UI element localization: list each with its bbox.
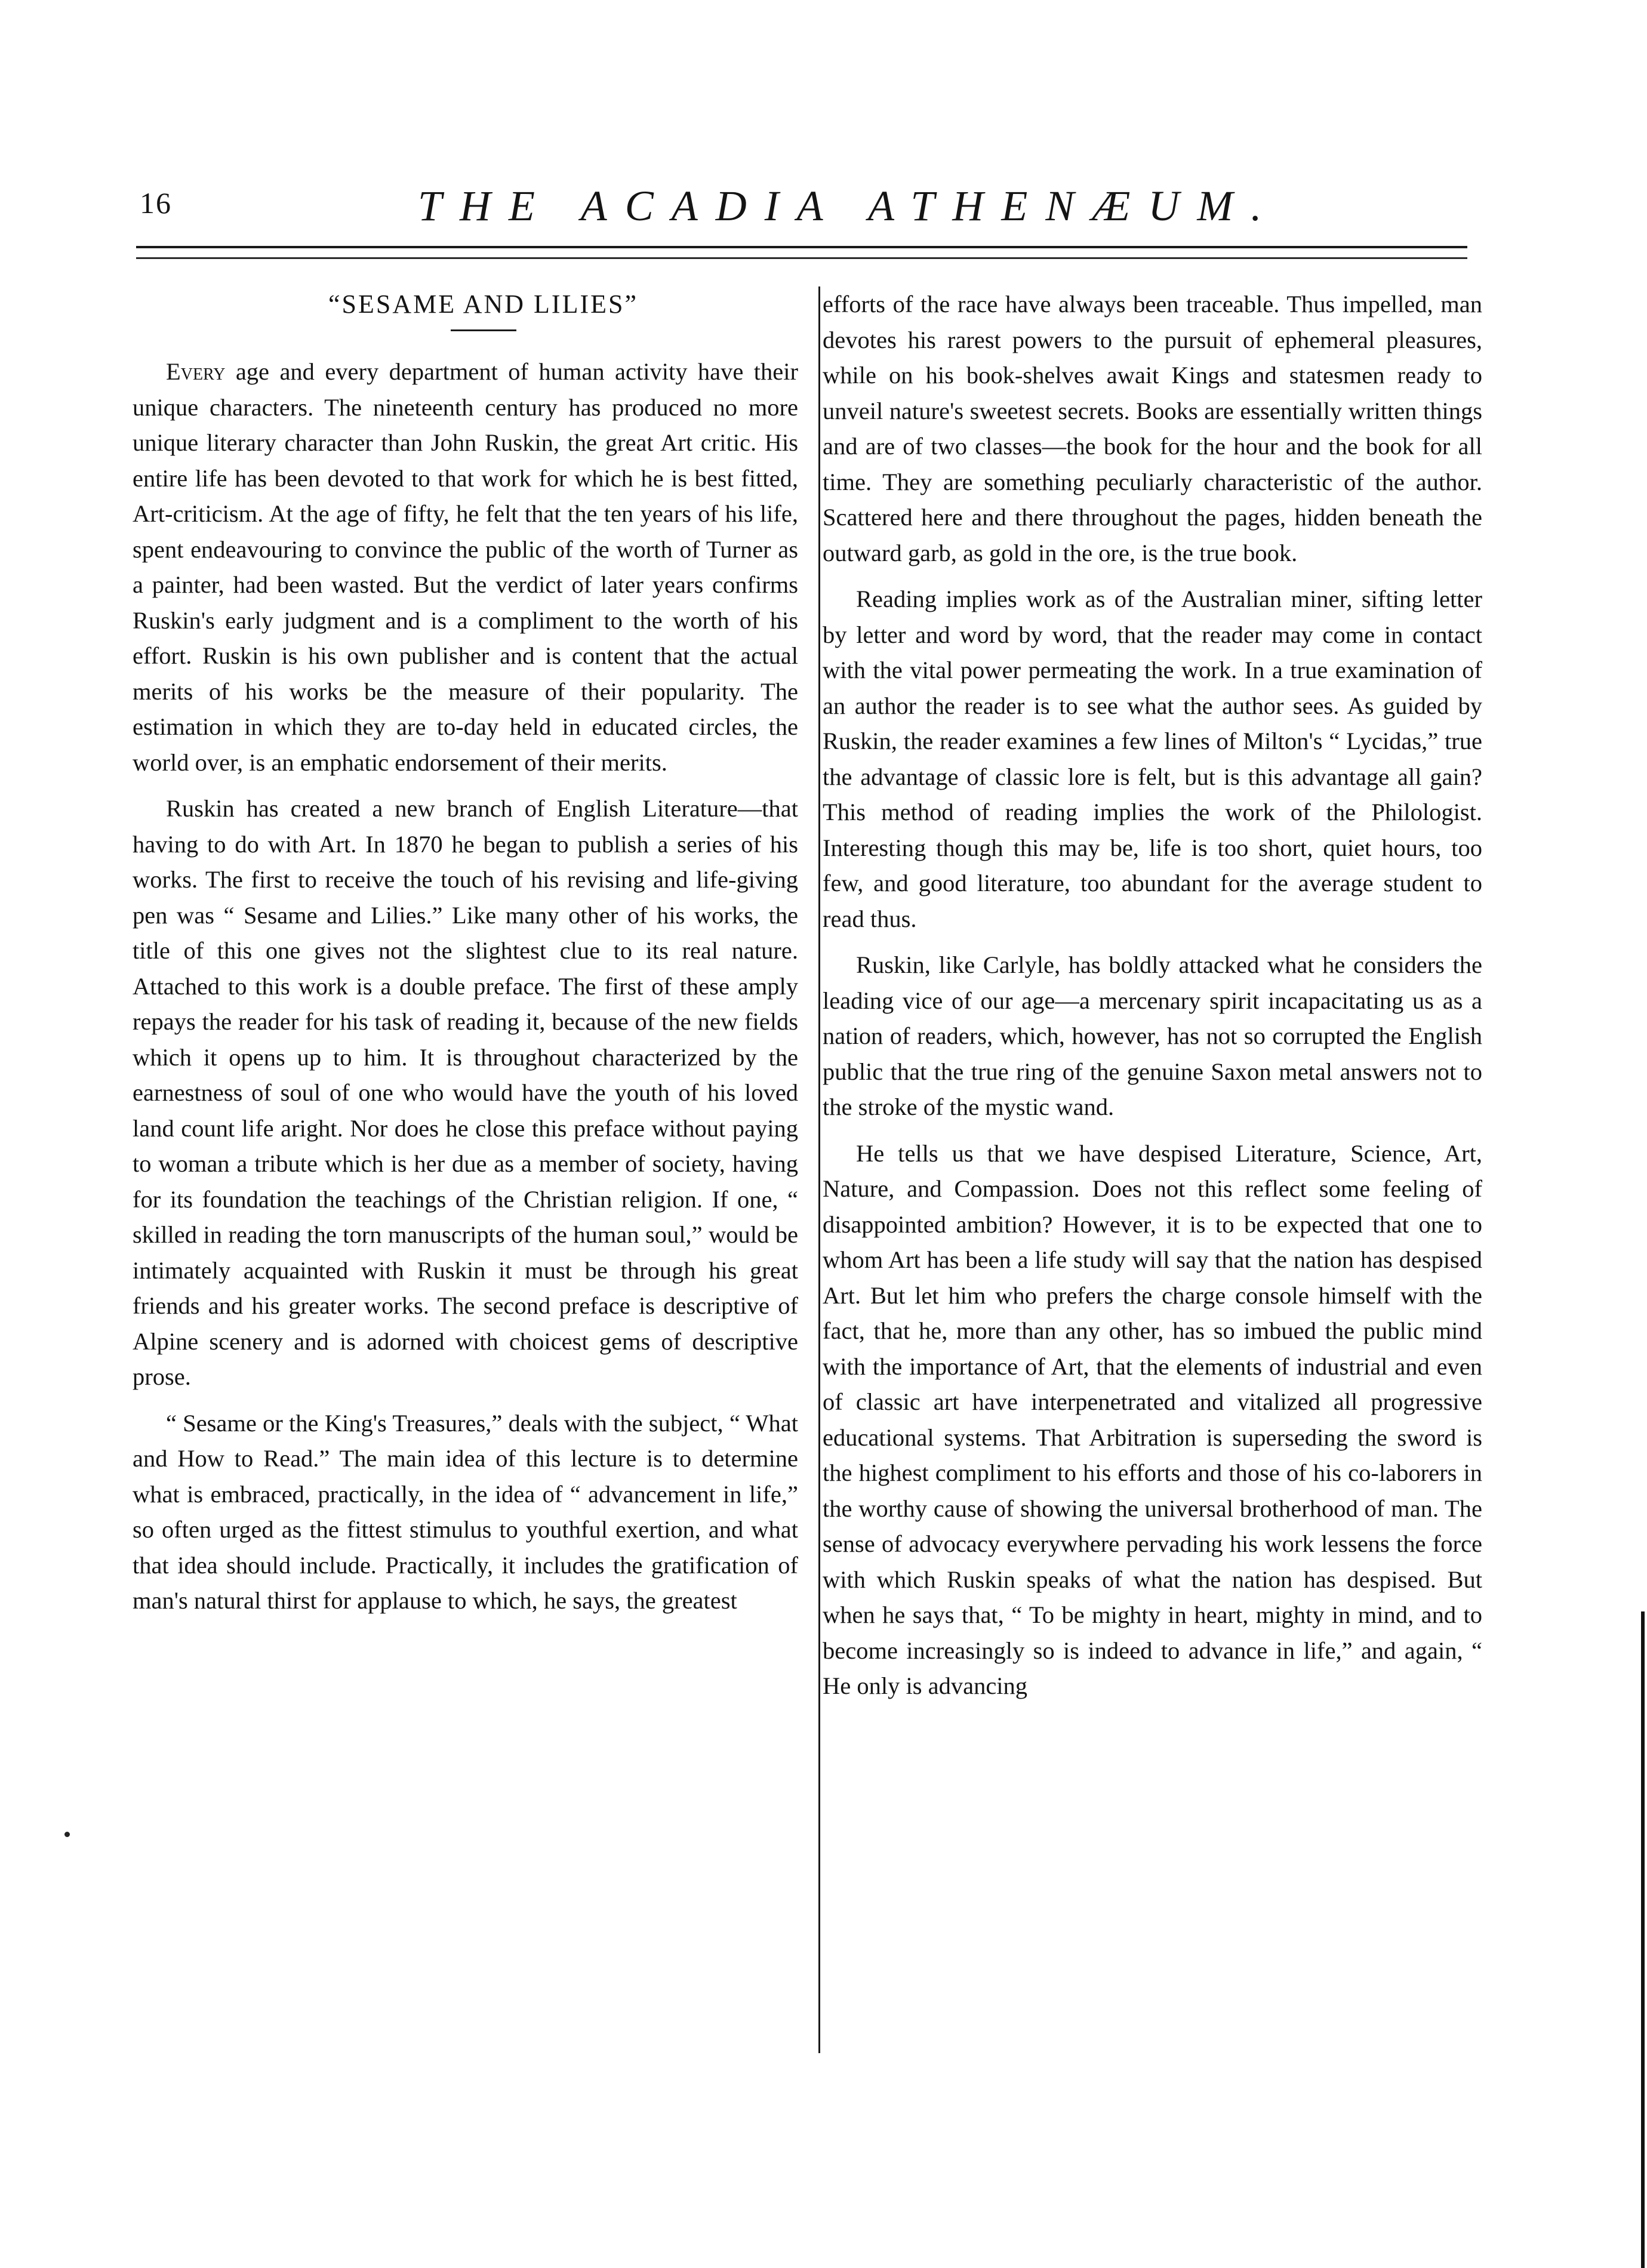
header-rule-secondary xyxy=(136,257,1467,259)
paragraph: efforts of the race have always been traceable. Thus impelled, man devotes his rarest powers to the pursuit of ephemeral pleasures, while on his book-shelves await Kings and statesmen ready to unveil nature's sweetest secrets. Books are essentially written things and are of two classes—the book for the hour and the book for all time. They are something peculiarly characteristic of the author. Scattered here and there throughout the pages, hidden beneath the outward garb, as gold in the ore, is the true book. xyxy=(823,291,1482,566)
paragraph: “ Sesame or the King's Treasures,” deals with the subject, “ What and How to Read.” The main idea of this lecture is to determine what is embraced, practically, in the idea of “ advancement in life,” so often urged as the fittest stimulus to youthful exertion, and what that idea should include. Practically, it includes the gratification of man's natural thirst for applause to which, he says, the greatest xyxy=(133,1409,798,1614)
paragraph: Ruskin, like Carlyle, has boldly attacked what he considers the leading vice of our age—a mercenary spirit incapacitating us as a nation of readers, which, however, has not so corrupted the English public that the true ring of the genuine Saxon metal answers not to the stroke of the mystic wand. xyxy=(823,951,1482,1120)
header-rule xyxy=(136,246,1467,248)
lead-word: Every xyxy=(166,358,226,385)
left-column xyxy=(133,286,798,1629)
column-divider xyxy=(818,286,820,2053)
paragraph-text: age and every department of human activity have their unique characters. The nineteenth century has produced no more unique literary character than John Ruskin, the great Art critic. His entire life has been devoted to that work for which he is best fitted, Art-criticism. At the age of fifty, he felt that the ten years of his life, spent endeavouring to convince the public of the worth of Turner as a painter, had been wasted. But the verdict of later years confirms Ruskin's early judgment and is a compliment to the worth of his effort. Ruskin is his own publisher and is content that the actual merits of his works be the measure of their popularity. The estimation in which they are to-day held in educated circles, the world over, is an emphatic endorsement of their merits. xyxy=(133,358,798,776)
paragraph: He tells us that we have despised Literature, Science, Art, Nature, and Compassion. Does not this reflect some feeling of disappointed ambition? However, it is to be expected that one to whom Art has been a life study will say that the nation has despised Art. But let him who prefers the charge console himself with the fact, that he, more than any other, has so imbued the public mind with the importance of Art, that the elements of industrial and even of classic art have interpenetrated and vitalized all progressive educational systems. That Arbitration is superseding the sword is the highest compliment to his efforts and those of his co-laborers in the worthy cause of showing the universal brotherhood of man. The sense of advocacy everywhere pervading his work lessens the force with which Ruskin speaks of what the nation has despised. But when he says that, “ To be mighty in heart, mighty in mind, and to become increasingly so is indeed to advance in life,” and again, “ He only is advancing xyxy=(823,1139,1482,1699)
paragraph xyxy=(133,354,798,780)
article-title: “SESAME AND LILIES” xyxy=(328,289,638,319)
paragraph: Ruskin has created a new branch of English Literature—that having to do with Art. In 1870 he began to publish a series of his works. The first to receive the touch of his revising and life-giving pen was “ Sesame and Lilies.” Like many other of his works, the title of this one gives not the slightest clue to its real nature. Attached to this work is a double preface. The first of these amply repays the reader for his task of reading it, because of the new fields which it opens up to him. It is throughout characterized by the earnestness of soul of one who would have the youth of his loved land count life aright. Nor does he close this preface without paying to woman a tribute which is her due as a member of society, having for its foundation the teachings of the Christian religion. If one, “ skilled in reading the torn manuscripts of the human soul,” would be intimately acquainted with Ruskin it must be through his great friends and his greater works. The second preface is descriptive of Alpine scenery and is adorned with choicest gems of descriptive prose. xyxy=(133,795,798,1390)
margin-dot xyxy=(64,1832,70,1837)
scan-edge-mark xyxy=(1641,1611,1645,2268)
page-number: 16 xyxy=(140,186,172,220)
paragraph: Reading implies work as of the Australian miner, sifting letter by letter and word by word, that the reader may come in contact with the vital power permeating the work. In a true examination of an author the reader is to see what the author sees. As guided by Ruskin, the reader examines a few lines of Milton's “ Lycidas,” true the advantage of classic lore is felt, but is this advantage all gain? This method of reading implies the work of the Philologist. Interesting though this may be, life is too short, quiet hours, too few, and good literature, too abundant for the average student to read thus. xyxy=(823,586,1482,932)
title-rule xyxy=(451,329,516,331)
right-column xyxy=(823,286,1482,1715)
running-head: THE ACADIA ATHENÆUM. xyxy=(418,182,1280,230)
